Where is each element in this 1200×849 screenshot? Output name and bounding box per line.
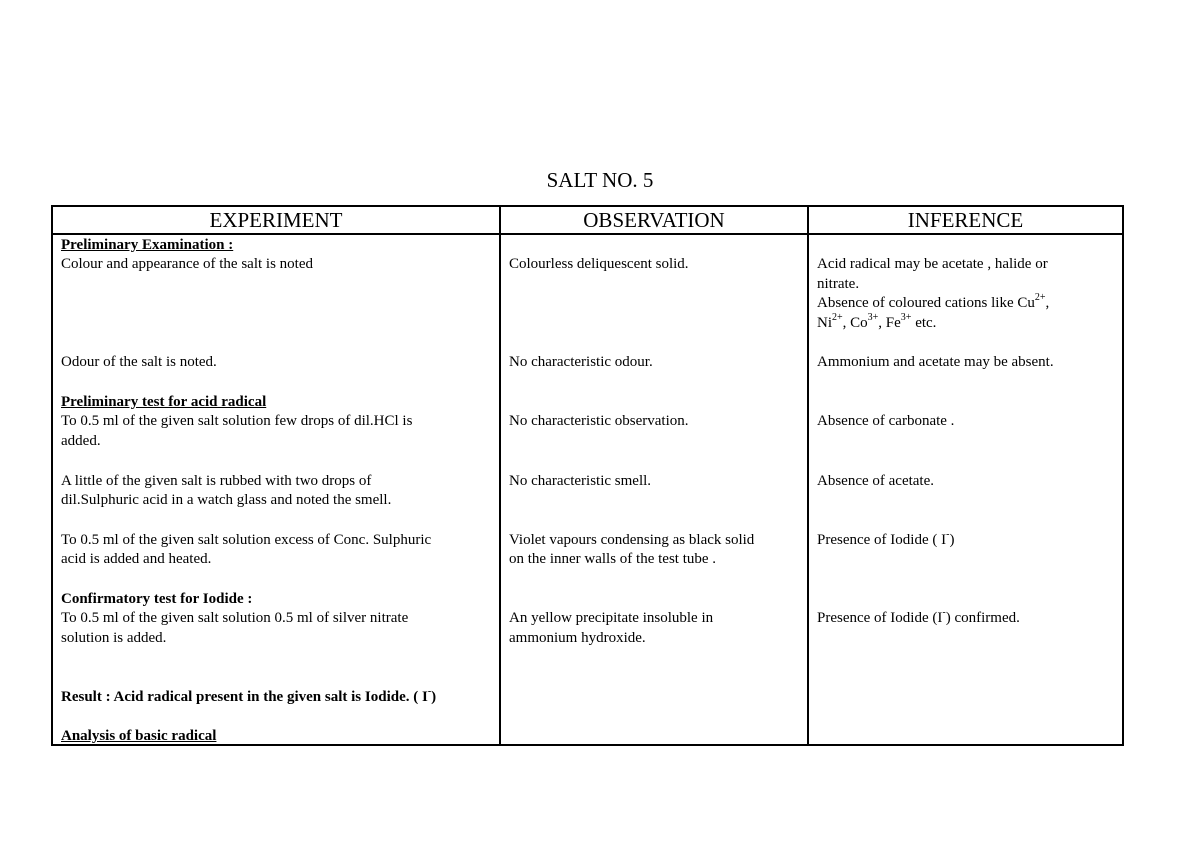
inf-hcl: Absence of carbonate . xyxy=(817,413,955,429)
basic-radical-heading: Analysis of basic radical xyxy=(61,728,217,744)
header-experiment: EXPERIMENT xyxy=(52,206,500,234)
conc-test-line-1: To 0.5 ml of the given salt solution excess of Conc. Sulphuric xyxy=(61,532,432,548)
obs-odour: No characteristic odour. xyxy=(509,354,653,370)
sulphuric-test-line-2: dil.Sulphuric acid in a watch glass and noted the smell. xyxy=(61,492,392,508)
experiment-column xyxy=(52,234,500,745)
result-sup: - xyxy=(427,686,432,697)
inf-conc xyxy=(817,531,1116,551)
obs-sulphuric: No characteristic smell. xyxy=(509,473,652,489)
obs-silver-line-1: An yellow precipitate insoluble in xyxy=(509,610,714,626)
table-body-row xyxy=(52,234,1123,745)
obs-silver-line-2: ammonium hydroxide. xyxy=(509,630,646,646)
colour-test-text: Colour and appearance of the salt is noted xyxy=(61,256,313,272)
cu-charge: 2+ xyxy=(1034,292,1046,303)
inf-cations-line-1: Absence of coloured cations like $Cu^{2+}$, xyxy=(817,292,1050,311)
obs-conc-line-1: Violet vapours condensing as black solid xyxy=(509,532,755,548)
salt-analysis-table xyxy=(51,205,1124,746)
acid-radical-heading: Preliminary test for acid radical xyxy=(61,394,267,410)
inf-conc-prefix: Presence of Iodide ( I xyxy=(817,532,947,548)
header-observation: OBSERVATION xyxy=(500,206,808,234)
result-text xyxy=(61,688,493,708)
hcl-test-line-1: To 0.5 ml of the given salt solution few drops of dil.HCl is xyxy=(61,413,413,429)
silver-test-line-2: solution is added. xyxy=(61,630,167,646)
confirmatory-heading: Confirmatory test for Iodide : xyxy=(61,591,253,607)
silver-test-line-1: To 0.5 ml of the given salt solution 0.5 ml of silver nitrate xyxy=(61,610,409,626)
inf-silver-prefix: Presence of Iodide (I xyxy=(817,610,943,626)
co-symbol: Co xyxy=(850,315,868,331)
odour-test-text: Odour of the salt is noted. xyxy=(61,354,217,370)
result-prefix: Result : Acid radical present in the given salt is Iodide. ( I xyxy=(61,689,428,705)
inf-silver-sup: - xyxy=(942,607,946,618)
inf-conc-suffix: ) xyxy=(949,532,955,548)
inf-silver xyxy=(817,609,1116,629)
obs-conc-line-2: on the inner walls of the test tube . xyxy=(509,551,717,567)
conc-test-line-2: acid is added and heated. xyxy=(61,551,212,567)
obs-colour: Colourless deliquescent solid. xyxy=(509,256,689,272)
inf-odour: Ammonium and acetate may be absent. xyxy=(817,354,1054,370)
inf-cations-suffix: etc. xyxy=(915,315,937,331)
inf-conc-sup: - xyxy=(946,529,950,540)
page-title: SALT NO. 5 xyxy=(546,168,654,192)
inf-sulphuric: Absence of acetate. xyxy=(817,473,935,489)
inf-cations-line-2: $Ni^{2+}$, $Co^{3+}$, $Fe^{3+}$ etc. xyxy=(817,312,937,331)
fe-charge: 3+ xyxy=(900,312,912,323)
observation-column xyxy=(500,234,808,745)
result-suffix: ) xyxy=(431,689,437,705)
co-charge: 3+ xyxy=(867,312,879,323)
obs-hcl: No characteristic observation. xyxy=(509,413,689,429)
inf-colour-line-1: Acid radical may be acetate , halide or xyxy=(817,256,1048,272)
preliminary-exam-heading: Preliminary Examination : xyxy=(61,237,234,253)
ni-symbol: Ni xyxy=(817,315,832,331)
sulphuric-test-line-1: A little of the given salt is rubbed with two drops of xyxy=(61,473,372,489)
inf-cations-prefix: Absence of coloured cations like Cu xyxy=(817,295,1035,311)
hcl-test-line-2: added. xyxy=(61,433,101,449)
header-inference: INFERENCE xyxy=(808,206,1123,234)
inf-colour-line-2: nitrate. xyxy=(817,276,860,292)
inf-silver-suffix: ) confirmed. xyxy=(945,610,1020,626)
inference-column xyxy=(808,234,1123,745)
table-header-row xyxy=(52,206,1123,234)
fe-symbol: Fe xyxy=(885,315,901,331)
ni-charge: 2+ xyxy=(832,312,843,323)
